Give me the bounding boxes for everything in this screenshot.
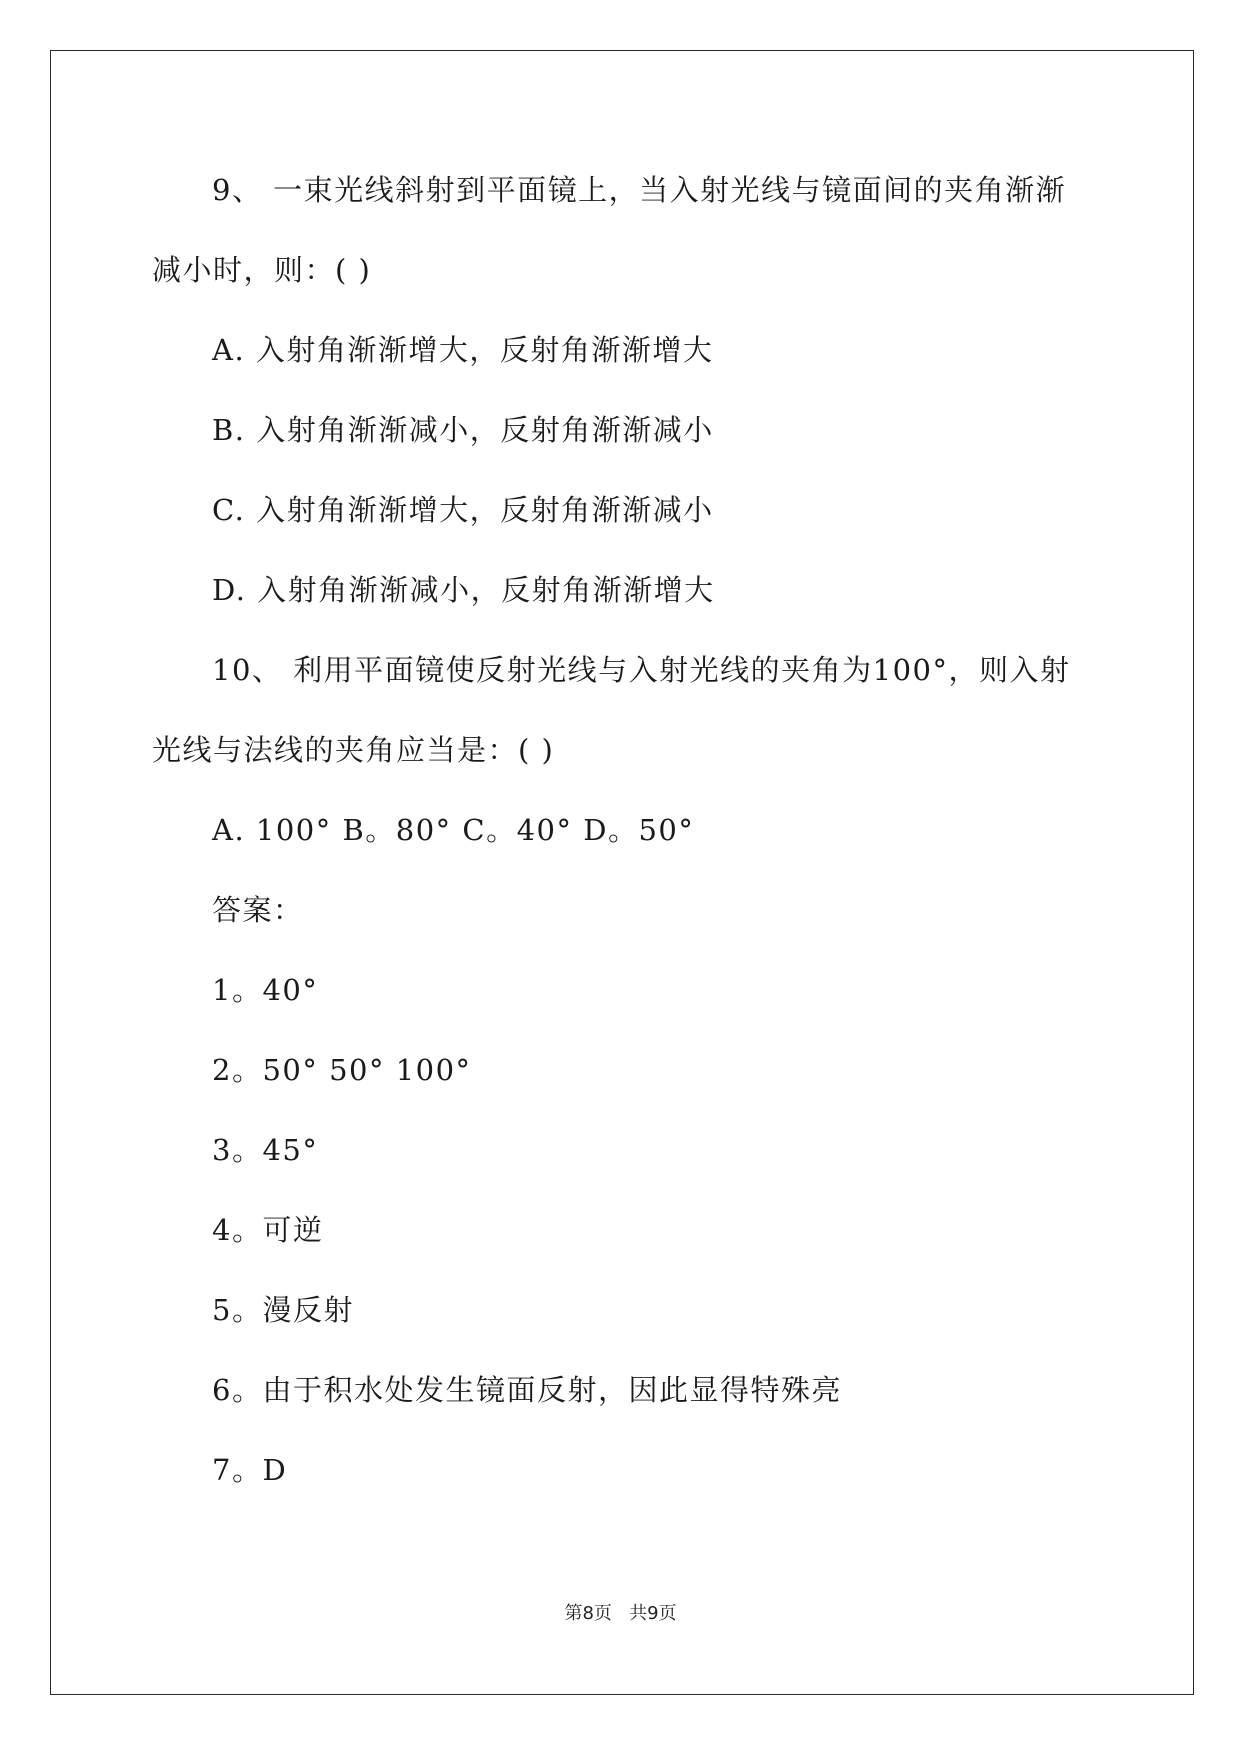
question-9-option-b: B. 入射角渐渐减小，反射角渐渐减小: [212, 413, 714, 447]
answer-item-7: 7。D: [212, 1453, 288, 1487]
question-9-line-1: 9、 一束光线斜射到平面镜上，当入射光线与镜面间的夹角渐渐: [212, 173, 1067, 207]
answers-heading: 答案：: [212, 893, 304, 927]
question-9-option-a: A. 入射角渐渐增大，反射角渐渐增大: [212, 333, 714, 367]
page-total: 共9页: [629, 1603, 677, 1624]
page-footer: [0, 1602, 1241, 1626]
answer-item-3: 3。45°: [212, 1133, 319, 1167]
page-border: [50, 50, 1194, 1695]
answer-item-4: 4。可逆: [212, 1213, 324, 1247]
answer-item-6: 6。由于积水处发生镜面反射，因此显得特殊亮: [212, 1373, 842, 1407]
question-9-line-2: 减小时，则：( ): [152, 253, 372, 287]
question-10-line-2: 光线与法线的夹角应当是：( ): [152, 733, 555, 767]
question-9-option-d: D. 入射角渐渐减小，反射角渐渐增大: [212, 573, 715, 607]
question-10-options: A. 100° B。80° C。40° D。50°: [212, 813, 695, 847]
answer-item-5: 5。漫反射: [212, 1293, 354, 1327]
question-9-option-c: C. 入射角渐渐增大，反射角渐渐减小: [212, 493, 714, 527]
answer-item-2: 2。50° 50° 100°: [212, 1053, 472, 1087]
question-10-line-1: 10、 利用平面镜使反射光线与入射光线的夹角为100°，则入射: [212, 653, 1071, 687]
page-number: 第8页: [564, 1603, 612, 1624]
answer-item-1: 1。40°: [212, 973, 319, 1007]
